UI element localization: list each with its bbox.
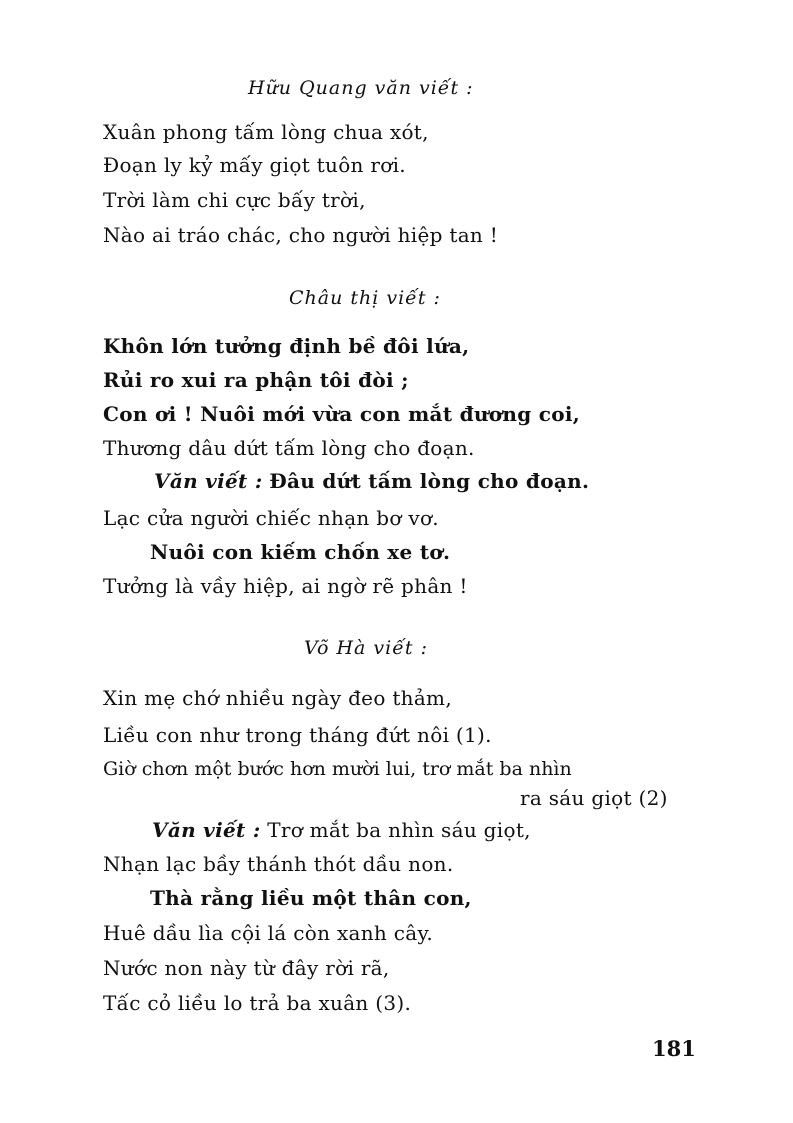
verse-line: Tấc cỏ liều lo trả ba xuân (3). xyxy=(103,991,412,1015)
verse-line-continuation: ra sáu giọt (2) xyxy=(520,786,668,810)
verse-line: Nào ai tráo chác, cho người hiệp tan ! xyxy=(103,223,499,247)
variant-note-label: Văn viết : xyxy=(154,469,263,493)
variant-note xyxy=(152,818,531,842)
verse-line-long: Giờ chơn một bước hơn mười lui, trơ mắt ba nhìn xyxy=(103,758,572,780)
variant-note-text: Đâu dứt tấm lòng cho đoạn. xyxy=(269,469,590,493)
verse-line: Thương dâu dứt tấm lòng cho đoạn. xyxy=(103,436,475,460)
verse-line: Trời làm chi cực bấy trời, xyxy=(103,188,366,212)
verse-line: Liều con như trong tháng đứt nôi (1). xyxy=(103,723,492,747)
verse-line: Đoạn ly kỷ mấy giọt tuôn rơi. xyxy=(103,153,406,177)
verse-line: Nuôi con kiếm chốn xe tơ. xyxy=(150,540,451,564)
section-heading-chau-thi: Châu thị viết : xyxy=(289,287,441,309)
verse-line: Khôn lớn tưởng định bề đôi lứa, xyxy=(103,334,470,358)
section-heading-vo-ha: Võ Hà viết : xyxy=(304,637,428,659)
verse-line: Xin mẹ chớ nhiều ngày đeo thảm, xyxy=(103,686,452,710)
verse-line: Nhạn lạc bầy thánh thót dầu non. xyxy=(103,852,454,876)
verse-line: Thà rằng liều một thân con, xyxy=(150,886,472,910)
page-number: 181 xyxy=(652,1036,696,1061)
verse-line: Con ơi ! Nuôi mới vừa con mắt đương coi, xyxy=(103,402,581,426)
verse-line: Tưởng là vầy hiệp, ai ngờ rẽ phân ! xyxy=(103,574,468,598)
verse-line: Rủi ro xui ra phận tôi đòi ; xyxy=(103,368,409,392)
verse-line: Nước non này từ đây rời rã, xyxy=(103,956,390,980)
verse-line: Lạc cửa người chiếc nhạn bơ vơ. xyxy=(103,506,439,530)
verse-line: Huê dầu lìa cội lá còn xanh cây. xyxy=(103,921,434,945)
section-heading-huu-quang: Hữu Quang văn viết : xyxy=(248,77,474,99)
verse-line: Xuân phong tấm lòng chua xót, xyxy=(103,120,429,144)
variant-note xyxy=(154,469,589,493)
variant-note-label: Văn viết : xyxy=(152,818,261,842)
variant-note-text: Trơ mắt ba nhìn sáu giọt, xyxy=(267,818,531,842)
